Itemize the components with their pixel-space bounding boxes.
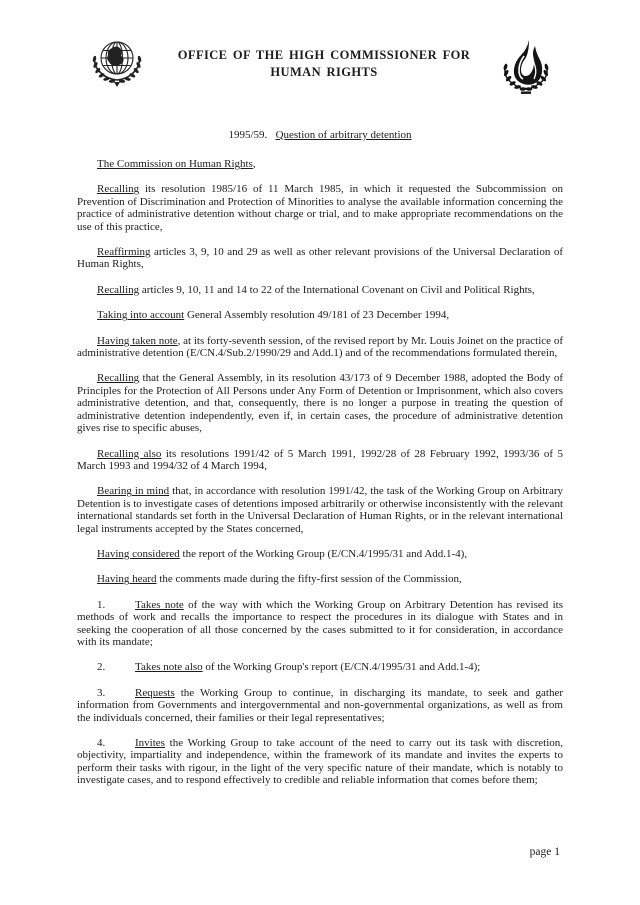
paragraph-recalling-also: Recalling also its resolutions 1991/42 of 5 March 1991, 1992/28 of 28 February 1992, 1993/36 of 5 March 1993 and 1994/32 of 4 March 1994,: [77, 447, 564, 472]
un-emblem-icon: [85, 36, 149, 94]
ohchr-flame-icon: [499, 38, 553, 102]
operative-paragraph-1: 1. Takes note of the way with which the Working Group on Arbitrary Detention has revised its methods of work and recalls the importance to respect the procedures in its dialogue with States and in seeking the cooperation of all those concerned by the cases submitted to it for consideration, in accordance with its mandate;: [77, 598, 564, 648]
paragraph-having-taken-note: Having taken note, at its forty-seventh session, of the revised report by Mr. Louis Joinet on the practice of administrative detention (E/CN.4/Sub.2/1990/29 and Add.1) and of the recommendations formulated therein,: [77, 334, 563, 360]
paragraph-recalling-body-of-principles: Recalling that the General Assembly, in its resolution 43/173 of 9 December 1988, adopted the Body of Principles for the Protection of All Persons under Any Form of Detention or Imprisonment, which also covers administrative detention, and that, consequently, there is no longer a purpose in treating the question of administrative detention independently, even if, in certain cases, the procedure of administrative detention gives rise to specific abuses,: [77, 372, 563, 435]
paragraph-commission: The Commission on Human Rights,: [97, 158, 256, 170]
operative-paragraph-3: 3. Requests the Working Group to continue, in discharging its mandate, to seek and gather information from Governments and intergovernmental and non-governmental organizations, as well as from the individuals concerned, their families or their legal representatives;: [77, 686, 563, 724]
paragraph-recalling-covenant: Recalling articles 9, 10, 11 and 14 to 22 of the International Covenant on Civil and Political Rights,: [97, 283, 535, 296]
paragraph-having-heard: Having heard the comments made during the fifty-first session of the Commission,: [97, 573, 462, 586]
operative-paragraph-4: 4. Invites the Working Group to take account of the need to carry out its task with discretion, objectivity, impartiality and independence, within the framework of its mandate and invites the experts to perform their tasks with rigour, in the light of the very specific nature of their mandate, which is notably to investigate cases, and to respond effectively to credible and reliable information that comes before them;: [77, 737, 563, 787]
resolution-title-text: Question of arbitrary detention: [275, 129, 412, 141]
org-title-line1: OFFICE OF THE HIGH COMMISSIONER FOR: [177, 48, 471, 62]
paragraph-bearing-in-mind: Bearing in mind that, in accordance with resolution 1991/42, the task of the Working Group on Arbitrary Detention is to investigate cases of detentions imposed arbitrarily or otherwise inconsistently with the relevant international standards set forth in the Universal Declaration of Human Rights, or in the relevant international legal instruments accepted by the States concerned,: [77, 485, 563, 535]
resolution-number: 1995/59.: [228, 129, 268, 141]
paragraph-reaffirming: Reaffirming articles 3, 9, 10 and 29 as well as other relevant provisions of the Universal Declaration of Human Rights,: [77, 246, 563, 271]
page-number: page 1: [529, 846, 560, 858]
org-title: [149, 47, 499, 81]
operative-paragraph-2: 2. Takes note also of the Working Group's report (E/CN.4/1995/31 and Add.1-4);: [97, 661, 481, 674]
masthead: [77, 36, 563, 102]
paragraph-taking-into-account: Taking into account General Assembly resolution 49/181 of 23 December 1994,: [97, 309, 450, 322]
paragraph-having-considered: Having considered the report of the Working Group (E/CN.4/1995/31 and Add.1-4),: [97, 547, 468, 560]
document-body: [77, 158, 563, 787]
paragraph-recalling-1985: Recalling its resolution 1985/16 of 11 March 1985, in which it requested the Subcommission on Prevention of Discrimination and Protection of Minorities to analyse the available information concerning the practice of administrative detention without charge or trial, and to make appropriate recommendations on the use of this practice,: [77, 183, 563, 233]
org-title-line2: HUMAN RIGHTS: [270, 65, 378, 79]
resolution-title: [77, 129, 563, 141]
